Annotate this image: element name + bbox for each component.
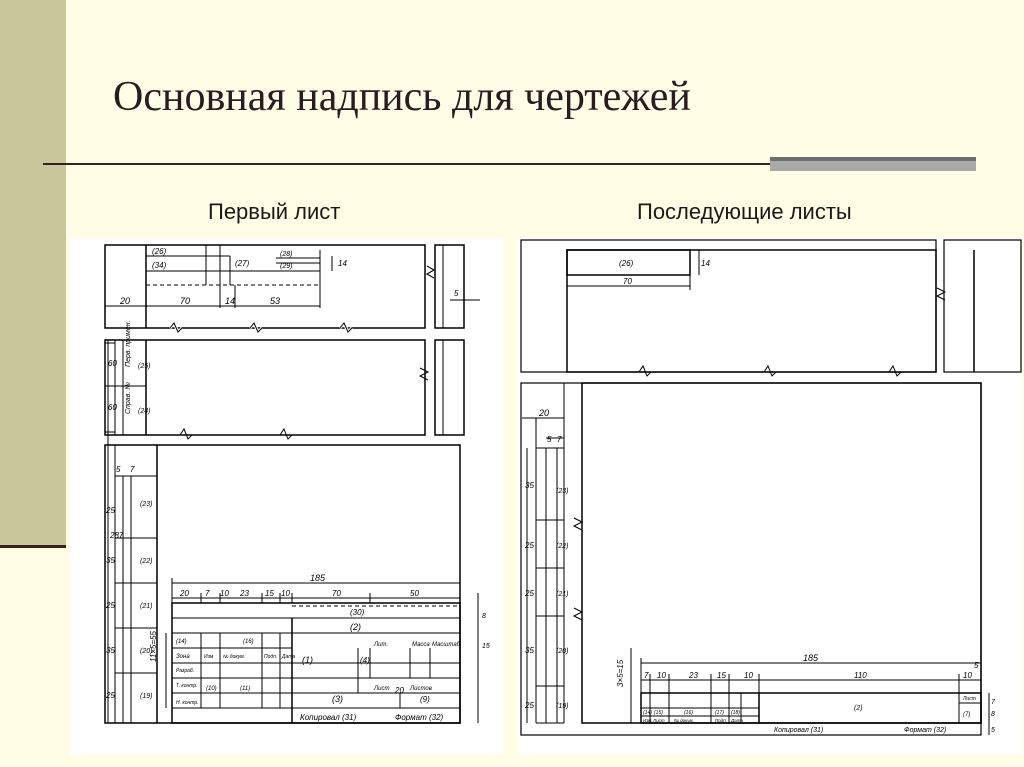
label-data: Дата [282,654,296,660]
field-29: (29) [280,263,293,270]
sub-dim-3x5: 3×5=15 [616,659,625,687]
dim-70-top: 70 [180,296,191,306]
dim-50-tb: 50 [410,589,419,598]
sub-label-podp: Подп. [715,718,727,723]
field-30: (30) [350,608,365,617]
sub-field-14: (14) [643,710,652,716]
dim-15-tb: 15 [265,589,274,598]
dim-10-tb: 10 [220,589,229,598]
sub-field-15: (15) [654,710,663,716]
first-sheet-main-frame [105,340,460,723]
sub-label-ndoc: № докум. [674,718,694,723]
dim-60-a: 60 [108,359,117,368]
sub-dim-10b-tb: 10 [744,671,753,680]
side-accent-bar [0,0,66,547]
sub-dim-14: 14 [701,259,710,268]
dim-60-b: 60 [108,403,117,412]
first-sheet-drawing [70,238,503,755]
title-divider [43,163,777,165]
subsequent-main-frame [521,383,981,735]
label-perv-prim: Перв. примен. [125,320,132,367]
sub-dim-35-b: 35 [525,646,534,655]
subsequent-top-strip [521,240,1021,376]
sub-field-7: (7) [963,712,971,718]
sub-label-list-lbl: Лист [963,696,976,702]
label-massa: Масса [412,642,430,648]
first-sheet-labels [105,247,490,722]
caption-subsequent-sheets: Последующие листы [637,199,852,224]
sub-dim-20: 20 [539,408,550,418]
field-4: (4) [360,656,370,665]
sub-field-16: (16) [684,710,693,716]
dim-5-left: 5 [116,465,121,474]
dim-7-tb: 7 [205,589,210,598]
label-n-kontr: Н. контр. [176,700,199,706]
dim-35-b: 35 [106,646,115,655]
label-t-kontr: Т. контр. [176,683,198,689]
field-21: (21) [140,603,153,610]
sub-field-22: (22) [556,543,569,550]
sub-field-20: (20) [556,648,569,655]
sub-field-2: (2) [854,705,863,712]
dim-10b-tb: 10 [281,589,290,598]
sub-field-17: (17) [715,710,724,716]
label-razrab: Разраб. [176,668,195,674]
field-23: (23) [140,501,153,508]
label-sprav: Справ. № [125,382,132,414]
sub-field-26: (26) [619,259,634,268]
dim-14-top: 14 [225,296,236,306]
dim-70-tb: 70 [332,589,341,598]
sub-format: Формат (32) [904,727,947,734]
sub-dim-35-a: 35 [525,481,534,490]
field-3: (3) [332,694,343,704]
sub-field-19: (19) [556,703,569,710]
dim-5-top: 5 [454,289,459,298]
sub-dim-15-tb: 15 [717,671,726,680]
field-28: (28) [280,251,293,258]
dim-8: 8 [482,613,486,620]
field-9: (9) [420,695,430,704]
field-26: (26) [152,247,167,256]
sub-field-18: (18) [731,710,740,716]
sub-dim-23-tb: 23 [689,671,698,680]
sub-dim-25-a: 25 [525,541,534,550]
field-2: (2) [350,622,361,632]
sub-dim-10c: 10 [963,671,972,680]
dim-11x5: 11×5=55 [149,631,158,662]
label-izm: Изм [204,654,214,660]
sub-dim-70: 70 [623,277,632,286]
dim-25-c: 25 [106,691,115,700]
sub-dim-25-c: 25 [525,701,534,710]
sub-dim-185: 185 [803,653,819,663]
dim-20-top: 20 [120,296,131,306]
field-27: (27) [235,259,250,268]
sub-label-data: Дата [731,718,743,723]
sub-dim-25-b: 25 [525,589,534,598]
label-zona: Зона [176,654,190,660]
field-1: (1) [302,655,313,665]
sub-dim-7-tb: 7 [644,671,649,680]
sub-field-23: (23) [556,488,569,495]
dim-7-left: 7 [130,465,135,474]
sub-field-21: (21) [556,591,569,598]
dim-25-a: 25 [106,506,115,515]
sub-dim-5: 5 [547,435,552,444]
field-16: (16) [243,639,254,645]
subsequent-sheet-svg [519,238,1023,755]
label-masshtab: Масштаб [432,642,461,648]
dim-20-tb: 20 [180,589,189,598]
field-20: (20) [140,648,153,655]
field-22: (22) [140,558,153,565]
first-format: Формат (32) [395,713,444,722]
dim-185: 185 [310,573,326,583]
first-sheet-svg [70,238,503,755]
dim-15: 15 [482,643,490,650]
sub-dim-110: 110 [854,671,867,680]
top-strip [105,245,480,332]
field-19: (19) [140,693,153,700]
dim-14-vert: 14 [338,259,347,268]
field-14: (14) [176,639,187,645]
divider-accent-bar-top [770,157,976,161]
sub-dim-v5: 5 [991,727,995,734]
label-lit: Лит. [374,642,389,648]
subsequent-sheet-drawing [519,238,1023,755]
field-24: (24) [138,408,151,415]
field-10: (10) [206,686,217,692]
first-sheet-title-block [166,578,478,723]
dim-53-top: 53 [270,296,281,306]
dim-35-a: 35 [106,556,115,565]
field-25: (25) [138,363,151,370]
side-accent-rule [0,545,66,548]
dim-287: 287 [110,531,124,540]
dim-25-b: 25 [106,601,115,610]
label-ndoc: № докум. [223,654,246,660]
first-copied: Копировал (31) [300,713,357,722]
field-34: (34) [152,261,167,270]
sub-dim-10-tb: 10 [657,671,666,680]
left-strip-upper [105,340,464,439]
label-podp: Подп. [264,654,278,660]
sub-label-list: Лист [653,718,665,723]
sub-dim-v8: 8 [991,711,995,718]
dim-23-tb: 23 [240,589,249,598]
sub-dim-v7: 7 [991,699,995,706]
label-list: Лист [374,686,390,692]
dim-20-bottom: 20 [395,686,404,695]
sub-dim-7: 7 [557,435,562,444]
field-11: (11) [240,686,251,692]
sub-copied: Копировал (31) [774,727,824,734]
label-listov: Листов [410,686,432,692]
slide-title: Основная надпись для чертежей [113,74,691,120]
sub-label-izm: Изм. [643,718,653,723]
caption-first-sheet: Первый лист [208,199,341,224]
sub-dim-5-right: 5 [974,661,979,670]
